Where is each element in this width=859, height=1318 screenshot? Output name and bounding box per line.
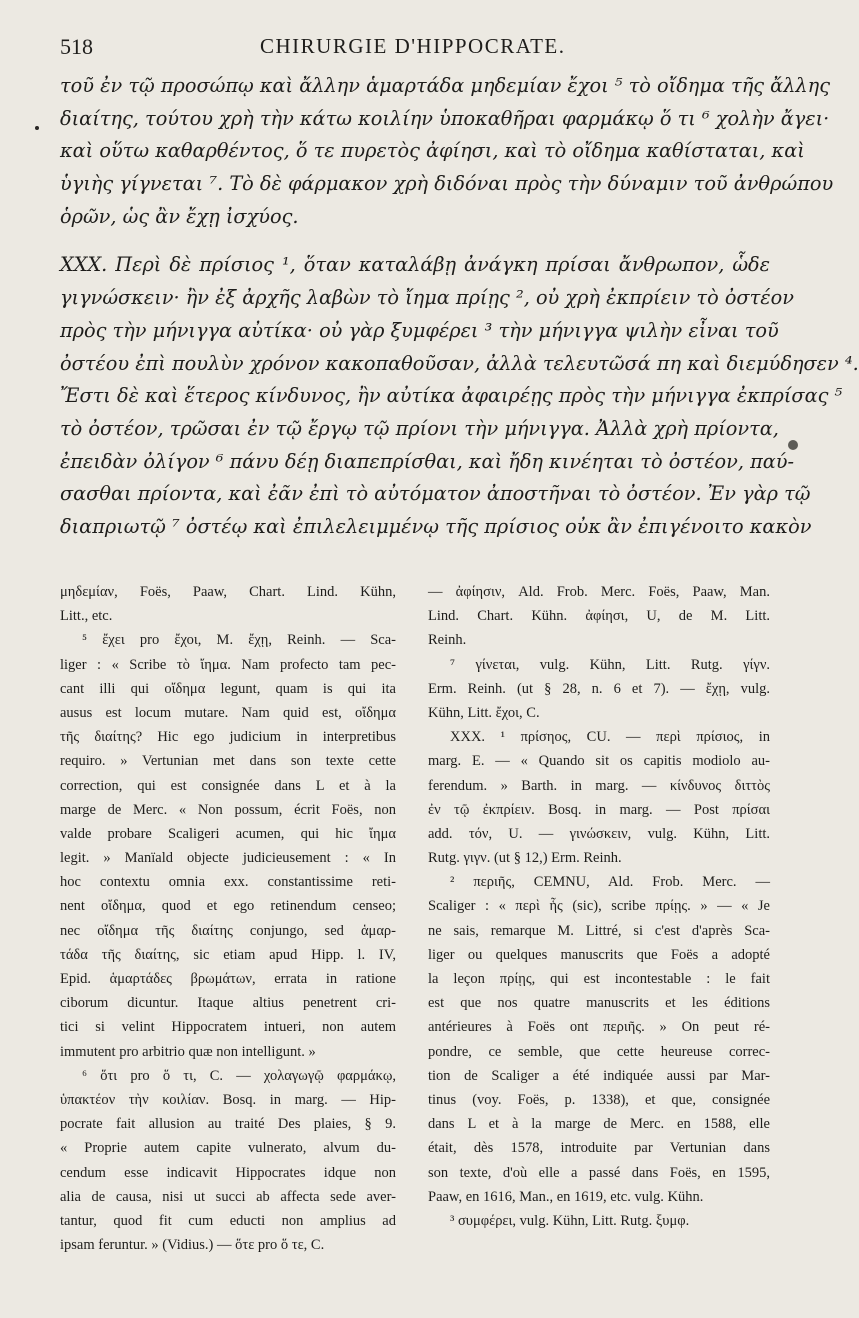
footnotes-right-column <box>428 580 770 1233</box>
footnote-line: était, dès 1578, introduite par Vertunian dans <box>428 1140 770 1157</box>
footnote-line: Rutg. γιγν. (ut § 12,) Erm. Reinh. <box>428 850 622 867</box>
footnote-line: legit. » Manïald objecte judicieusement : « In <box>60 850 396 867</box>
footnote-line: pondre, ce semble, que cette heureuse correc- <box>428 1043 770 1060</box>
footnote-line: ἐν τῷ ἐκπρίειν. Bosq. in marg. — Post πρίσαι <box>428 801 770 818</box>
footnote-line: ⁵ ἔχει pro ἔχοι, M. ἔχῃ, Reinh. — Sca- <box>82 632 396 649</box>
footnote-line: Lind. Chart. Kühn. ἀφίησι, U, de M. Litt. <box>428 608 770 625</box>
footnote-line: ferendum. » Barth. in marg. — κίνδυνος διττὸς <box>428 777 770 794</box>
main-text-line: σασθαι πρίοντα, καὶ ἐᾶν ἐπὶ τὸ αὐτόματον ἀποστῆναι τὸ ὀστέον. Ἐν γὰρ τῷ <box>60 482 811 506</box>
footnote-line: Paaw, en 1616, Man., en 1619, etc. vulg. Kühn. <box>428 1188 704 1205</box>
main-text-line: XXX. Περὶ δὲ πρίσιος ¹, ὅταν καταλάβῃ ἀνάγκη πρίσαι ἄνθρωπον, ὧδε <box>60 253 770 277</box>
footnote-line: ³ συμφέρει, vulg. Kühn, Litt. Rutg. ξυμφ. <box>450 1212 690 1229</box>
footnote-line: antérieures à Foës ont περιῆς. » On peut ré- <box>428 1019 770 1036</box>
footnote-line: valde probare Scaligeri acumen, qui hic ἴημα <box>60 825 396 842</box>
footnote-line: « Proprie autem capite vulnerato, alvum du- <box>60 1140 396 1157</box>
footnote-line: cant illi qui οἴδημα legunt, quam is qui ita <box>60 680 396 697</box>
footnote-line: — ἀφίησιν, Ald. Frob. Merc. Foës, Paaw, Man. <box>428 584 770 600</box>
footnote-line: marge de Merc. « Non possum, écrit Foës, non <box>60 801 396 818</box>
main-text-line: τοῦ ἐν τῷ προσώπῳ καὶ ἄλλην ἁμαρτάδα μηδεμίαν ἔχοι ⁵ τὸ οἴδημα τῆς ἄλλης <box>60 74 830 97</box>
main-text-line: ἐπειδὰν ὀλίγον ⁶ πάνυ δέῃ διαπεπρίσθαι, καὶ ἤδη κινέηται τὸ ὀστέον, παύ- <box>60 449 795 473</box>
footnote-line: Reinh. <box>428 632 467 649</box>
ink-blot <box>788 440 798 450</box>
footnote-line: XXX. ¹ πρίσηος, CU. — περὶ πρίσιος, in <box>450 729 770 746</box>
running-head: CHIRURGIE D'HIPPOCRATE. <box>260 34 566 58</box>
footnote-line: ipsam feruntur. » (Vidius.) — ὅτε pro ὅ τε, C. <box>60 1237 325 1254</box>
main-text-line: διαίτης, τούτου χρὴ τὴν κάτω κοιλίην ὑποκαθῆραι φαρμάκῳ ὅ τι ⁶ χολὴν ἄγει· <box>60 106 830 130</box>
footnote-line: la leçon πρίῃς, qui est incontestable : le fait <box>428 971 770 987</box>
footnote-line: hoc contextu omnia exx. constantissime reti- <box>60 874 396 891</box>
page-header <box>60 34 740 62</box>
footnote-line: Litt., etc. <box>60 608 113 625</box>
footnote-line: ciborum dicuntur. Itaque altius penetrent cri- <box>60 995 396 1012</box>
main-text-line: ὀστέου ἐπὶ πουλὺν χρόνον κακοπαθοῦσαν, ἀλλὰ τελευτῶσά πη καὶ διεμύδησεν ⁴. <box>60 351 859 375</box>
footnote-line: ausus est locum mutare. Nam quid est, οἴδημα <box>60 704 396 721</box>
footnote-line: tici si velint Hippocratem intueri, non autem <box>60 1019 396 1036</box>
main-text-line: καὶ οὕτω καθαρθέντος, ὅ τε πυρετὸς ἀφίησι, καὶ τὸ οἴδημα καθίσταται, καὶ <box>60 139 805 163</box>
footnote-line: Epid. ἁμαρτάδες βρωμάτων, errata in ratione <box>60 971 396 987</box>
footnote-line: est que nos quatre manuscrits et les éditions <box>428 995 770 1012</box>
footnote-line: pocrate fait allusion au traité Des plaies, § 9. <box>60 1116 396 1133</box>
footnote-line: Erm. Reinh. (ut § 28, n. 6 et 7). — ἔχῃ, vulg. <box>428 680 770 697</box>
footnote-line: tion de Scaliger a été indiquée aussi par Mar- <box>428 1067 770 1084</box>
footnote-line: dans L et à la marge de Merc. en 1588, elle <box>428 1116 770 1133</box>
footnote-line: ⁶ ὅτι pro ὅ τι, C. — χολαγωγῷ φαρμάκῳ, <box>82 1067 396 1084</box>
footnote-line: ne sais, remarque M. Littré, si c'est d'après Sca- <box>428 922 770 939</box>
footnote-line: son texte, d'où elle a passé dans Foës, en 1595, <box>428 1164 770 1181</box>
footnote-line: requiro. » Vertunian met dans son texte cette <box>60 753 396 770</box>
footnote-line: nec οἴδημα τῆς διαίτης conjungo, sed ἁμαρ- <box>60 922 396 939</box>
footnote-line: correction, qui est consignée dans L et à la <box>60 777 396 794</box>
greek-main-text <box>60 70 859 544</box>
page-number: 518 <box>60 34 93 59</box>
footnote-line: tantur, quod fit cum educti non amplius ad <box>60 1212 396 1229</box>
main-text-line: διαπριωτῷ ⁷ ὀστέῳ καὶ ἐπιλελειμμένῳ τῆς πρίσιος οὐκ ἂν ἐπιγένοιτο κακὸν <box>60 514 812 538</box>
main-text-line: γιγνώσκειν· ἢν ἐξ ἀρχῆς λαβὼν τὸ ἴημα πρίῃς ², οὐ χρὴ ἐκπρίειν τὸ ὀστέον <box>60 286 794 310</box>
footnote-line: ⁷ γίνεται, vulg. Kühn, Litt. Rutg. γίγν. <box>450 656 770 673</box>
main-text-line: ὁρῶν, ὡς ἂν ἔχῃ ἰσχύος. <box>60 204 299 228</box>
main-text-line: πρὸς τὴν μήνιγγα αὐτίκα· οὐ γὰρ ξυμφέρει ³ τὴν μήνιγγα ψιλὴν εἶναι τοῦ <box>60 318 779 342</box>
footnote-line: μηδεμίαν, Foës, Paaw, Chart. Lind. Kühn, <box>60 584 396 600</box>
footnote-line: alia de causa, nisi ut succi ab affecta sede aver- <box>60 1188 396 1205</box>
footnote-line: Scaliger : « περὶ ἧς (sic), scribe πρίῃς. » — « Je <box>428 898 770 915</box>
footnote-line: immutent pro arbitrio quæ non intelligunt. » <box>60 1043 316 1060</box>
footnote-line: ὑπακτέον τὴν κοιλίαν. Bosq. in marg. — Hip- <box>60 1091 396 1108</box>
footnote-line: nent οἴδημα, quod et ego retinendum censeo; <box>60 898 396 915</box>
main-text-line: Ἔστι δὲ καὶ ἕτερος κίνδυνος, ἢν αὐτίκα ἀφαιρέῃς πρὸς τὴν μήνιγγα ἐκπρίσας ⁵ <box>60 384 843 408</box>
footnote-line: liger : « Scribe τὸ ἴημα. Nam profecto tam pec- <box>60 656 396 673</box>
ink-speck <box>35 126 39 130</box>
footnote-line: add. τόν, U. — γινώσκειν, vulg. Kühn, Litt. <box>428 825 770 842</box>
footnote-line: cendum esse indicavit Hippocrates idque non <box>60 1164 396 1181</box>
footnotes-left-column <box>60 580 396 1257</box>
footnote-line: Kühn, Litt. ἔχοι, C. <box>428 704 540 721</box>
footnote-line: marg. E. — « Quando sit os capitis modiolo au- <box>428 753 770 770</box>
footnote-line: τάδα τῆς διαίτης, sic etiam apud Hipp. l. IV, <box>60 946 396 963</box>
main-text-line: τὸ ὀστέον, τρῶσαι ἐν τῷ ἔργῳ τῷ πρίονι τὴν μήνιγγα. Ἀλλὰ χρὴ πρίοντα, <box>60 416 779 440</box>
footnote-line: τῆς διαίτης? Hic ego judicium in interpretibus <box>60 729 396 746</box>
footnote-line: liger ou quelques manuscrits que Foës a adopté <box>428 946 770 963</box>
paragraph-gap <box>60 233 770 249</box>
footnote-line: tinus (voy. Foës, p. 1338), et que, consignée <box>428 1091 770 1108</box>
main-text-line: ὑγιὴς γίγνεται ⁷. Τὸ δὲ φάρμακον χρὴ διδόναι πρὸς τὴν δύναμιν τοῦ ἀνθρώπου <box>60 172 834 196</box>
footnote-line: ² περιῆς, CEMNU, Ald. Frob. Merc. — <box>450 874 770 891</box>
